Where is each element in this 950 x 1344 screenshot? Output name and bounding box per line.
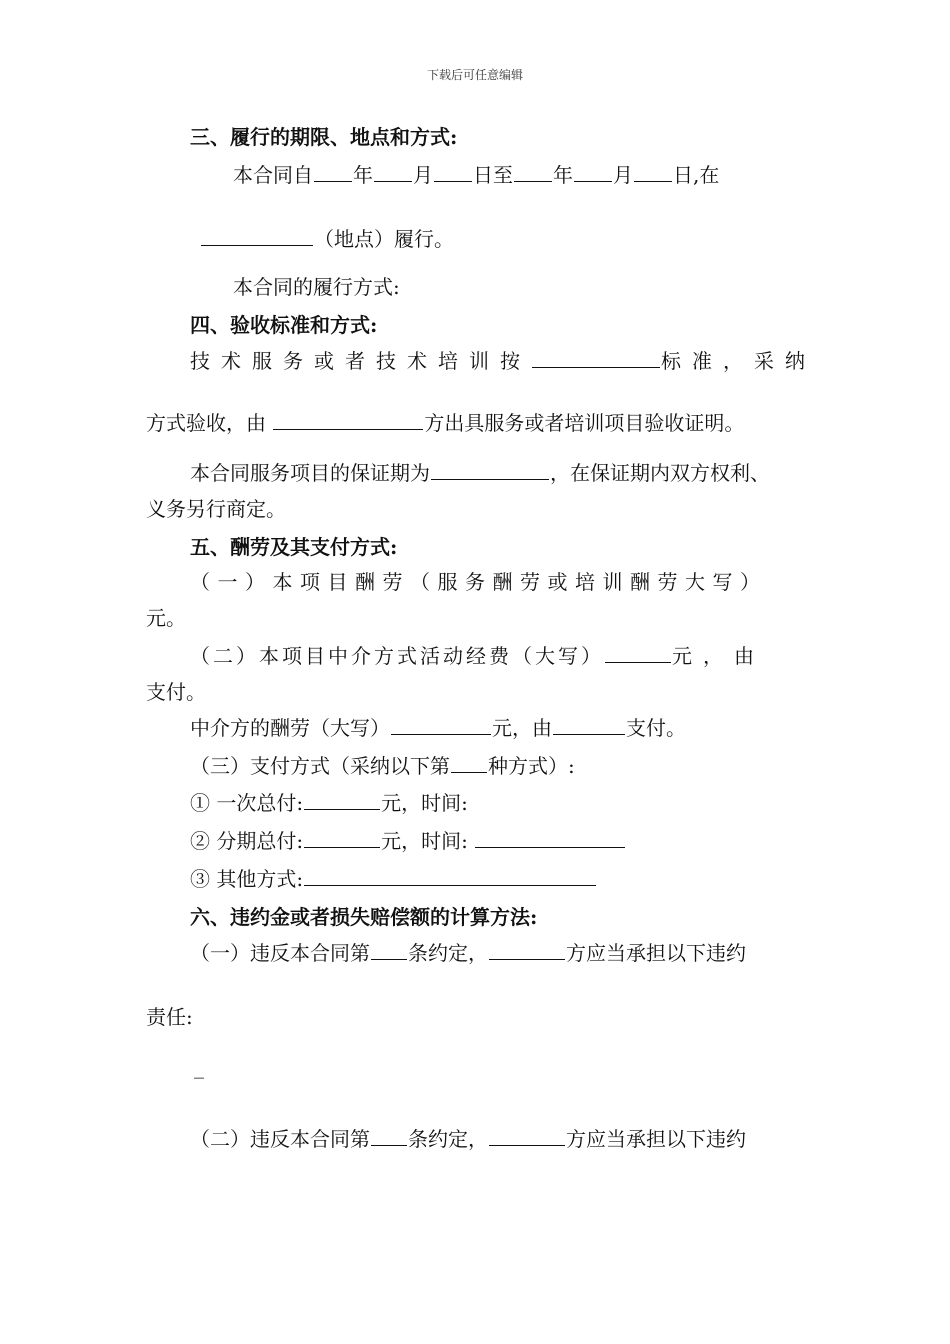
blank-mark: _ [194, 1055, 204, 1079]
option-3: ③ 其他方式: [190, 867, 597, 891]
section-4-title: 四、验收标准和方式: [190, 313, 378, 337]
blank-field[interactable] [304, 791, 380, 810]
breach-2-line: （二）违反本合同第 条约定， 方应当承担以下违约 [190, 1127, 746, 1151]
blank-field[interactable] [634, 163, 672, 182]
fee-line-cont: 元。 [146, 606, 186, 630]
page-header: 下载后可任意编辑 [426, 68, 523, 82]
blank-field[interactable] [273, 411, 423, 430]
blank-field[interactable] [431, 461, 549, 480]
fee-line: （一）本项目酬劳（服务酬劳或培训酬劳大写） [190, 570, 768, 594]
location-line: （地点）履行。 [200, 227, 454, 251]
standard-line: 技术服务或者技术培训按 标准，采纳 [190, 349, 816, 373]
blank-field[interactable] [314, 163, 352, 182]
blank-field[interactable] [451, 754, 487, 773]
blank-field[interactable] [371, 941, 407, 960]
blank-field[interactable] [532, 349, 660, 368]
blank-field[interactable] [434, 163, 472, 182]
section-5-title: 五、酬劳及其支付方式: [190, 535, 398, 559]
blank-field[interactable] [574, 163, 612, 182]
blank-field[interactable] [201, 227, 313, 246]
option-1: ① 一次总付: 元，时间: [190, 791, 468, 815]
blank-field[interactable] [304, 829, 380, 848]
payment-method-line: （三）支付方式（采纳以下第 种方式）: [190, 754, 575, 778]
breach-1-line: （一）违反本合同第 条约定， 方应当承担以下违约 [190, 941, 746, 965]
blank-field[interactable] [371, 1127, 407, 1146]
blank-field[interactable] [374, 163, 412, 182]
option-2: ② 分期总付: 元，时间: [190, 829, 626, 853]
intermediary-fee-line: 中介方的酬劳（大写） 元，由 支付。 [190, 716, 686, 740]
blank-field[interactable] [475, 829, 625, 848]
blank-field[interactable] [553, 716, 625, 735]
blank-field[interactable] [605, 644, 671, 663]
acceptance-line: 方式验收，由 方出具服务或者培训项目验收证明。 [146, 411, 745, 435]
term-line: 本合同自 年 月 日至 年 月 日,在 [233, 163, 720, 187]
blank-field[interactable] [489, 1127, 565, 1146]
expense-line: （二）本项目中介方式活动经费（大写） 元，由 [190, 644, 765, 668]
warranty-line-cont: 义务另行商定。 [146, 497, 286, 521]
section-6-title: 六、违约金或者损失赔偿额的计算方法: [190, 905, 538, 929]
section-3-title: 三、履行的期限、地点和方式: [190, 125, 458, 149]
blank-field[interactable] [391, 716, 491, 735]
method-line: 本合同的履行方式: [233, 275, 400, 299]
blank-field[interactable] [304, 867, 596, 886]
warranty-line: 本合同服务项目的保证期为 ，在保证期内双方权利、 [190, 461, 770, 485]
blank-field[interactable] [514, 163, 552, 182]
blank-field[interactable] [489, 941, 565, 960]
breach-1-line-cont: 责任: [146, 1005, 193, 1029]
expense-line-cont: 支付。 [146, 680, 206, 704]
